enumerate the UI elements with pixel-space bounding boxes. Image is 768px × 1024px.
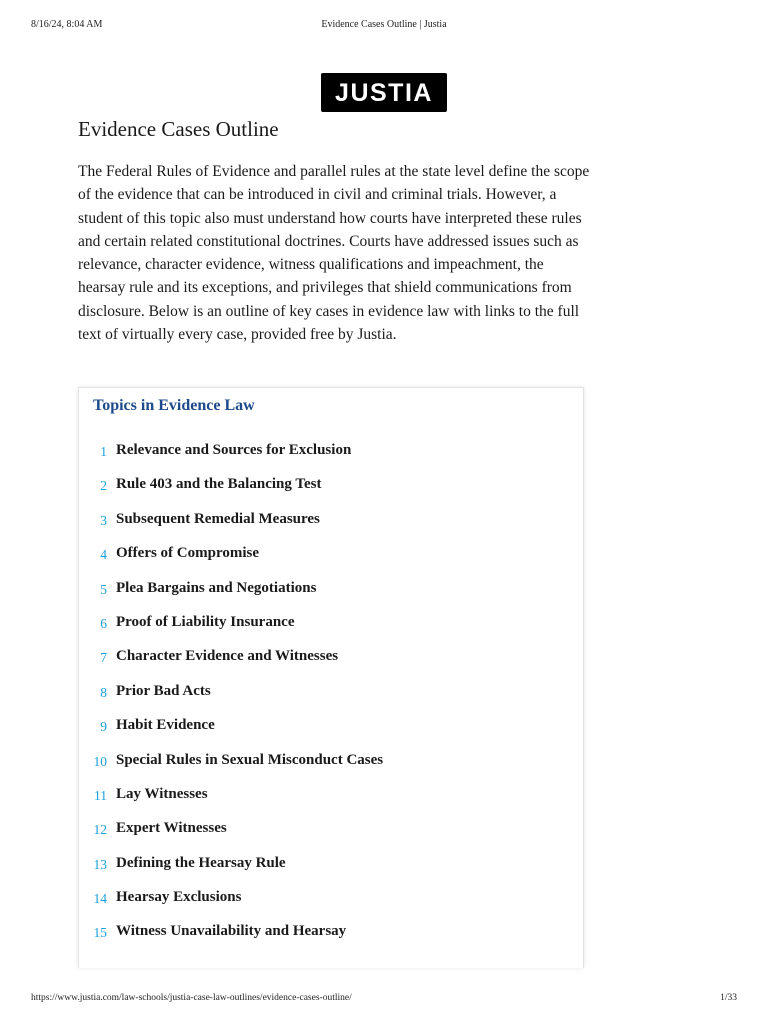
print-datetime: 8/16/24, 8:04 AM (31, 19, 103, 30)
topic-link[interactable]: Rule 403 and the Balancing Test (116, 476, 322, 493)
topics-heading: Topics in Evidence Law (93, 397, 255, 414)
print-header (0, 19, 768, 33)
topic-item (79, 543, 559, 577)
topic-link[interactable]: Lay Witnesses (116, 785, 208, 802)
topic-number: 10 (93, 753, 107, 769)
topic-link[interactable]: Subsequent Remedial Measures (116, 510, 320, 527)
topic-number: 8 (100, 684, 107, 700)
topic-number: 15 (93, 925, 107, 941)
topic-item (79, 646, 559, 680)
topic-link[interactable]: Expert Witnesses (116, 820, 227, 837)
topic-item (79, 509, 559, 543)
print-url: https://www.justia.com/law-schools/justia-case-law-outlines/evidence-cases-outline/ (31, 993, 352, 1003)
logo-container (0, 73, 768, 112)
topic-number: 9 (100, 719, 107, 735)
topic-item (79, 612, 559, 646)
topic-link[interactable]: Witness Unavailability and Hearsay (116, 923, 347, 940)
topic-item (79, 887, 559, 921)
topic-link[interactable]: Character Evidence and Witnesses (116, 648, 339, 665)
topic-number: 11 (94, 787, 107, 803)
justia-logo[interactable]: JUSTIA (321, 73, 447, 112)
topic-link[interactable]: Defining the Hearsay Rule (116, 854, 286, 871)
topic-link[interactable]: Hearsay Exclusions (116, 889, 242, 906)
topic-item (79, 440, 559, 474)
topic-number: 2 (100, 478, 107, 494)
topics-box (78, 387, 584, 968)
topic-item (79, 784, 559, 818)
topic-item (79, 578, 559, 612)
topic-number: 7 (100, 650, 107, 666)
page-title: Evidence Cases Outline (78, 117, 279, 141)
topic-link[interactable]: Relevance and Sources for Exclusion (116, 442, 352, 458)
print-doc-title: Evidence Cases Outline | Justia (321, 19, 447, 30)
topic-item (79, 715, 559, 749)
topic-number: 1 (100, 444, 107, 459)
topic-number: 13 (93, 856, 107, 872)
topic-item (79, 921, 559, 955)
topic-item (79, 474, 559, 508)
print-page-number: 1/33 (720, 993, 737, 1003)
topic-number: 4 (100, 547, 107, 563)
print-footer (0, 993, 768, 1007)
topic-number: 12 (93, 822, 107, 838)
topic-link[interactable]: Habit Evidence (116, 717, 215, 734)
topic-number: 5 (100, 581, 107, 597)
topic-number: 3 (100, 512, 107, 528)
topic-link[interactable]: Prior Bad Acts (116, 682, 211, 699)
intro-paragraph: The Federal Rules of Evidence and parallel rules at the state level define the scope of the evidence that can be introduced in civil and criminal trials. However, a student of this topic also must understand how courts have interpreted these rules and certain related constitutional doctrines. Courts have addressed issues such as relevance, character evidence, witness qualifications and impeachment, the hearsay rule and its exceptions, and privileges that shield communications from disclosure. Below is an outline of key cases in evidence law with links to the full text of virtually every case, provided free by Justia. (78, 163, 590, 344)
topic-item (79, 853, 559, 887)
topic-number: 6 (100, 615, 107, 631)
topics-list (79, 440, 559, 956)
topic-link[interactable]: Special Rules in Sexual Misconduct Cases (116, 751, 384, 768)
topic-link[interactable]: Plea Bargains and Negotiations (116, 579, 317, 596)
topic-item (79, 818, 559, 852)
topic-link[interactable]: Proof of Liability Insurance (116, 613, 295, 630)
topic-number: 14 (93, 891, 107, 907)
topic-item (79, 681, 559, 715)
topic-link[interactable]: Offers of Compromise (116, 545, 260, 562)
topic-item (79, 750, 559, 784)
